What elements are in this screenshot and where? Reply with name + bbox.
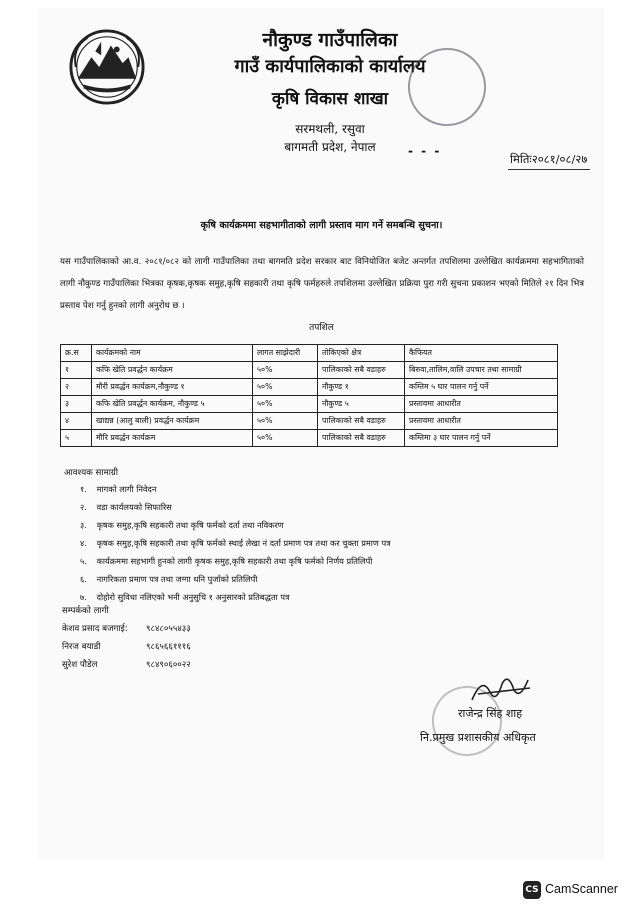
cell-remarks: कम्तिमा ३ घार पालन गर्नु पर्ने <box>405 430 558 447</box>
table-row <box>61 362 558 379</box>
list-item <box>80 592 290 603</box>
contact-name: केशव प्रसाद बजगाई: <box>62 624 128 634</box>
col-header-area: तोकिएको क्षेत्र <box>318 345 405 362</box>
list-item <box>80 574 257 585</box>
cell-cost-share: ५०% <box>253 413 318 430</box>
col-header-cost-share: लागत साझेदारी <box>253 345 318 362</box>
list-item <box>80 556 372 567</box>
camscanner-watermark: CamScanner <box>545 882 618 896</box>
cell-program: खाद्यन्न (आलु बाली) प्रवर्द्धन कार्यक्रम <box>92 413 253 430</box>
notice-body: यस गाउँपालिकाको आ.व. २०८१/०८२ को लागी गाउँपालिका तथा बागमति प्रदेश सरकार बाट विनियोजित बजेट अन्तर्गत तपशिलमा उल्लेखित कार्यक्रममा सहभागिताको लागी नौकुण्ड गाउँपालिका भित्रका कृषक,कृषक समुह,कृषि सहकारी तथा कृषि फर्महरुले तपशिलमा उल्लेखित प्रक्रिया पुरा गरी सुचना प्रकाशन भएको मितिले २१ दिन भित्र प्रस्ताव पेश गर्नु हुनको लागी अनुरोध छ । <box>60 257 584 311</box>
table-header-row <box>61 345 558 362</box>
cell-sn: ३ <box>61 396 92 413</box>
signatory-name: राजेन्द्र सिंह शाह <box>458 707 523 720</box>
list-item-number: ४. <box>80 538 87 548</box>
cell-program: कफि खेति प्रवर्द्धन कार्यक्रम <box>92 362 253 379</box>
list-item-number: ६. <box>80 574 87 584</box>
contact-phone: ९८६५६६१११६ <box>146 642 191 652</box>
cell-cost-share: ५०% <box>253 430 318 447</box>
notice-subject: कृषि कार्यक्रममा सहभागीताको लागी प्रस्ताव माग गर्ने समबन्धि सुचना। <box>200 220 443 231</box>
col-header-sn: क्र.स <box>61 345 92 362</box>
cell-sn: १ <box>61 362 92 379</box>
cell-remarks: बिरुवा,तालिम,वालि उपचार तथा सामाग्री <box>405 362 558 379</box>
col-header-remarks: कैफियत <box>405 345 558 362</box>
signatory-title: नि.प्रमुख प्रशासकीय अधिकृत <box>420 731 536 744</box>
list-item-text: कृषक समुह,कृषि सहकारी तथा कृषि फर्मको दर्ता तथा नविकरण <box>96 520 284 530</box>
program-table <box>60 344 558 447</box>
cell-remarks: प्रस्तावमा आधारीत <box>405 413 558 430</box>
date-dash: - - - <box>408 144 442 158</box>
cell-remarks: कम्तिम ५ घार पालन गर्नु पर्ने <box>405 379 558 396</box>
list-item-number: १. <box>80 484 87 494</box>
camscanner-logo-icon: CS <box>523 881 541 899</box>
list-item <box>80 484 156 495</box>
cell-sn: ४ <box>61 413 92 430</box>
list-item-number: ३. <box>80 520 87 530</box>
requirements-heading: आवश्यक सामाग्री <box>64 468 119 478</box>
list-item-number: २. <box>80 502 87 512</box>
list-item-number: ५. <box>80 556 87 566</box>
contact-name: सुरेश पौडेल <box>62 660 98 670</box>
cell-program: कफि खेति प्रवर्द्धन कार्यक्रम, नौकुण्ड ५ <box>92 396 253 413</box>
contact-name: निरज बयाडी <box>62 642 101 652</box>
table-row <box>61 413 558 430</box>
list-item-text: कृषक समुह,कृषि सहकारी तथा कृषि फर्मको स्थाई लेखा नं दर्ता प्रमाण पत्र तथा कर चुक्ता प्रमाण पत्र <box>96 538 391 548</box>
cell-cost-share: ५०% <box>253 396 318 413</box>
government-emblem-icon <box>68 28 146 106</box>
cell-program: मौरि प्रवर्द्धन कार्यक्रम <box>92 430 253 447</box>
list-item-number: ७. <box>80 592 87 602</box>
contact-heading: सम्पर्कको लागी <box>62 606 109 616</box>
cell-area: नौकुण्ड ५ <box>318 396 405 413</box>
table-row <box>61 430 558 447</box>
list-item <box>80 520 284 531</box>
list-item-text: कार्यक्रममा सहभागी हुनको लागी कृषक समुह,कृषि सहकारी तथा कृषि फर्मको निर्णय प्रतिलिपी <box>96 556 373 566</box>
cell-cost-share: ५०% <box>253 379 318 396</box>
cell-sn: २ <box>61 379 92 396</box>
list-item-text: वडा कार्यलयको सिफारिस <box>96 502 172 512</box>
document-date: मितिः२०८१/०८/२७ <box>510 152 588 166</box>
list-item-text: दोहोरो सुविधा नलिएको भनी अनुसुचि १ अनुसारको प्रतिबद्धता पत्र <box>96 592 290 602</box>
address-line: सरमथली, रसुवा <box>295 122 365 136</box>
table-row <box>61 379 558 396</box>
list-item-text: नागरिकता प्रमाण पत्र तथा जग्गा धनि पुर्जाको प्रतिलिपी <box>96 574 258 584</box>
list-item <box>80 538 391 549</box>
cell-program: मौरी प्रवर्द्धन कार्यक्रम,नौकुण्ड १ <box>92 379 253 396</box>
table-caption: तपशिल <box>309 323 334 333</box>
date-underline <box>508 169 590 170</box>
cell-area: नौकुण्ड १ <box>318 379 405 396</box>
cell-cost-share: ५०% <box>253 362 318 379</box>
cell-area: पालिकाको सबै वडाहरु <box>318 413 405 430</box>
province-line: बागमती प्रदेश, नेपाल <box>284 140 376 154</box>
cell-area: पालिकाको सबै वडाहरु <box>318 430 405 447</box>
municipality-name: नौकुण्ड गाउँपालिका <box>262 29 398 51</box>
contact-phone: ९८४८०५५४३३ <box>146 624 191 634</box>
cell-remarks: प्रस्तावमा आधारीत <box>405 396 558 413</box>
section-name: कृषि विकास शाखा <box>271 89 389 109</box>
cell-area: पालिकाको सबै वडाहरु <box>318 362 405 379</box>
contact-phone: ९८४९०६००२२ <box>146 660 191 670</box>
col-header-program: कार्यक्रमको नाम <box>92 345 253 362</box>
office-name: गाउँ कार्यपालिकाको कार्यालय <box>234 56 426 77</box>
list-item-text: मागको लागी निवेदन <box>96 484 157 494</box>
list-item <box>80 502 172 513</box>
cell-sn: ५ <box>61 430 92 447</box>
table-row <box>61 396 558 413</box>
